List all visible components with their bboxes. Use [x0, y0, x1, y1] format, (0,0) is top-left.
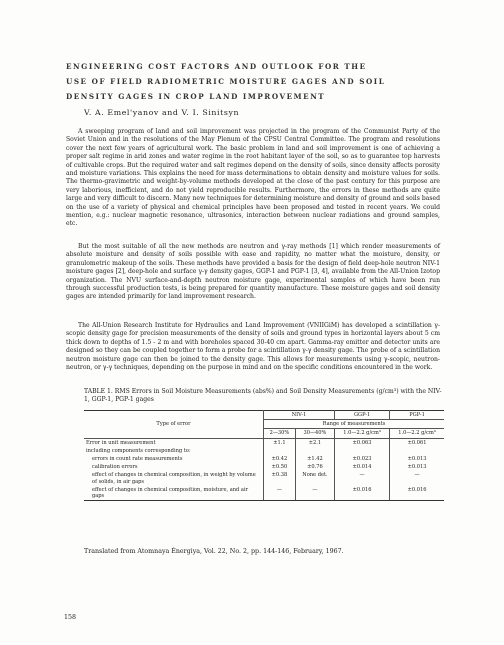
- row-label: effect of changes in chemical composition, in weight by volume of solids, in air gaps: [92, 472, 256, 485]
- table-row: [84, 463, 444, 471]
- table-row: [84, 486, 444, 501]
- instrument-pgp1: PGP-1: [390, 411, 444, 420]
- cell: [390, 447, 444, 455]
- cell: ±0.013: [390, 463, 444, 471]
- row-label: Error in unit measurement: [86, 439, 156, 446]
- type-of-error-header: Type of error: [84, 411, 264, 439]
- paragraph-methods: But the most suitable of all the new methods are neutron and γ-ray methods [1] which render measurements of absolute moisture and density of soils possible with ease and rapidity, no matter what the moisture, density, or granulometric makeup of the soils. These methods have provided a basis for the design of field deep-hole neutron NIV-1 moisture gages [2], deep-hole and surface γ-γ density gages, GGP-1 and PGP-1 [3, 4], available from the All-Union Izotop organization. The NVU surface-and-depth neutron moisture gage, experimental samples of which have been run through successful production tests, is being prepared for quantity manufacture. These moisture gages and soil density gages are intended primarily for land improvement research.: [66, 243, 440, 301]
- cell: ±0.76: [295, 463, 334, 471]
- table-row: [84, 438, 444, 447]
- table-row: [84, 471, 444, 485]
- cell: ±0.023: [335, 455, 390, 463]
- table-row: [84, 447, 444, 455]
- row-label: including components corresponding to:: [86, 447, 191, 454]
- authors: V. A. Emel'yanov and V. I. Sinitsyn: [84, 108, 240, 117]
- range-cell: 30—40%: [295, 429, 334, 438]
- cell: None det.: [295, 471, 334, 485]
- row-label: errors in count rate measurements: [92, 456, 183, 463]
- cell: ±0.38: [264, 471, 296, 485]
- cell: —: [390, 471, 444, 485]
- cell: ±0.061: [390, 438, 444, 447]
- range-header: Range of measurements: [264, 420, 445, 429]
- rms-error-table: [84, 410, 444, 501]
- cell: [264, 447, 296, 455]
- cell: ±0.016: [390, 486, 444, 501]
- cell: ±0.063: [335, 438, 390, 447]
- cell: —: [335, 471, 390, 485]
- cell: ±2.1: [295, 438, 334, 447]
- cell: ±0.016: [335, 486, 390, 501]
- instrument-ggp1: GGP-1: [335, 411, 390, 420]
- cell: —: [264, 486, 296, 501]
- table-caption: TABLE 1. RMS Errors in Soil Moisture Measurements (abs%) and Soil Density Measurements (g/cm³) with the NIV-1, GGP-1, PGP-1 gages: [84, 388, 442, 404]
- title-line: USE OF FIELD RADIOMETRIC MOISTURE GAGES AND SOIL: [66, 76, 386, 86]
- cell: [295, 447, 334, 455]
- cell: [335, 447, 390, 455]
- cell: ±1.42: [295, 455, 334, 463]
- title-line: ENGINEERING COST FACTORS AND OUTLOOK FOR THE: [66, 62, 367, 71]
- cell: —: [295, 486, 334, 501]
- title-line: DENSITY GAGES IN CROP LAND IMPROVEMENT: [66, 91, 326, 101]
- cell: ±0.013: [390, 455, 444, 463]
- row-label: calibration errors: [92, 464, 138, 471]
- translation-source-note: Translated from Atomnaya Énergiya, Vol. 22, No. 2, pp. 144-146, February, 1967.: [84, 548, 344, 555]
- table-row: [84, 455, 444, 463]
- cell: ±1.1: [264, 438, 296, 447]
- row-label: effect of changes in chemical composition, moisture, and air gaps: [84, 486, 264, 501]
- cell: ±0.50: [264, 463, 296, 471]
- paragraph-vniigim: The All-Union Research Institute for Hydraulics and Land Improvement (VNIIGiM) has developed a scintillation γ-scopic density gage for precision measurements of the density of soils and ground types in horizontal layers about 5 cm thick down to depths of 1.5 - 2 m and with boreholes spaced 30-40 cm apart. Gamma-ray emitter and detector units are designed so they can be coupled together to form a probe for a scintillation γ-γ density gage. The probe of a scintillation neutron moisture gage can then be joined to the density gage. This allows for measurements using γ-scopic, neutron-neutron, or γ-γ techniques, depending on the purpose in mind and on the specific conditions encountered in the work.: [66, 322, 440, 372]
- cell: ±0.42: [264, 455, 296, 463]
- range-cell: 2—30%: [264, 429, 296, 438]
- range-cell: 1.0—2.2 g/cm³: [390, 429, 444, 438]
- instrument-niv1: NIV-1: [264, 411, 335, 420]
- cell: ±0.014: [335, 463, 390, 471]
- range-cell: 1.0—2.2 g/cm³: [335, 429, 390, 438]
- page-number: 158: [64, 614, 77, 621]
- paragraph-intro: A sweeping program of land and soil improvement was projected in the program of the Communist Party of the Soviet Union and in the resolutions of the May Plenum of the CPSU Central Committee. The program and resolutions cover the next few years of agricultural work. The basic problem in land and soil improvement is one of achieving a proper salt regime in arid zones and water regime in the root habitant layer of the soil, so as to guarantee top harvests of cultivable crops. But the required water and salt regimes depend on the density of soils, since density affects porosity and moisture variations. This explains the need for mass determinations to obtain density and moisture values for soils. The thermo-gravimetric and weight-by-volume methods developed at the close of the past century for this purpose are very laborious, inefficient, and do not yield reproducible results. Furthermore, the errors in these methods are quite large and very difficult to discern. Many new techniques for determining moisture and density of ground and soils based on the use of a variety of physical and chemical principles have been proposed and tested in recent years. We could mention, e.g.: nuclear magnetic resonance, ultrasonics, interaction between nuclear radiations and ground samples, etc.: [66, 128, 440, 228]
- article-title: [66, 60, 385, 104]
